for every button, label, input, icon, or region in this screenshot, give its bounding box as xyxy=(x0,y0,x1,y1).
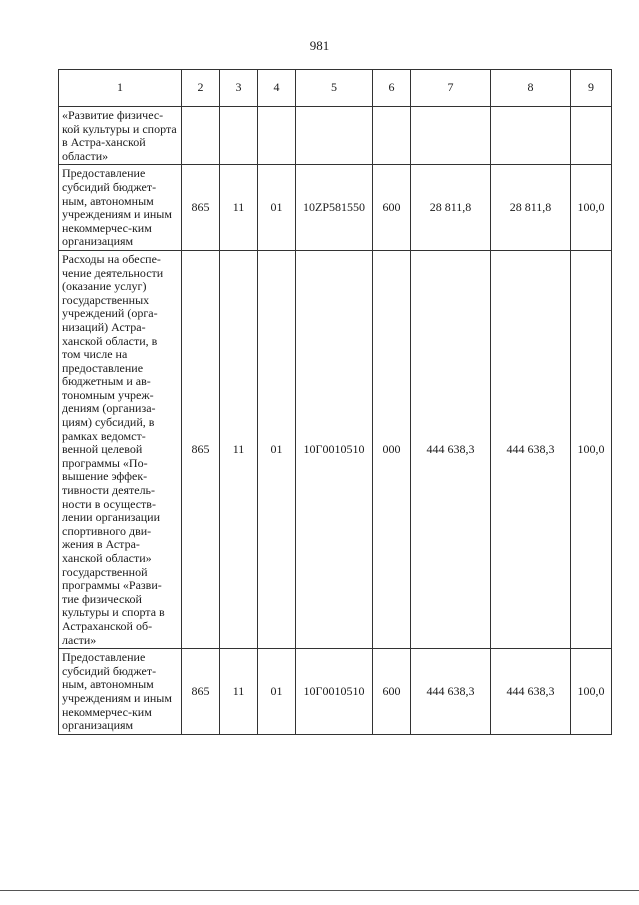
row-name-cell: «Развитие физичес-кой культуры и спорта в Астра-ханской области» xyxy=(59,107,182,165)
table-row xyxy=(59,165,612,251)
table-cell xyxy=(258,107,296,165)
header-row xyxy=(59,70,612,107)
table-cell: 100,0 xyxy=(571,165,612,251)
row-name-cell: Предоставление субсидий бюджет-ным, автономным учреждениям и иным некоммерчес-ким организациям xyxy=(59,649,182,735)
table-cell xyxy=(182,107,220,165)
bottom-rule xyxy=(0,890,639,891)
table-row xyxy=(59,107,612,165)
table-cell: 865 xyxy=(182,649,220,735)
table-cell: 600 xyxy=(373,165,411,251)
header-cell: 6 xyxy=(373,70,411,107)
table-cell: 11 xyxy=(220,250,258,648)
table-cell xyxy=(296,107,373,165)
table-cell: 444 638,3 xyxy=(411,649,491,735)
table-cell: 100,0 xyxy=(571,649,612,735)
table-cell: 01 xyxy=(258,250,296,648)
header-cell: 8 xyxy=(491,70,571,107)
table-cell: 000 xyxy=(373,250,411,648)
table-cell: 28 811,8 xyxy=(411,165,491,251)
table-cell: 10Г0010510 xyxy=(296,250,373,648)
table-cell: 11 xyxy=(220,165,258,251)
table-cell xyxy=(491,107,571,165)
table-row xyxy=(59,649,612,735)
header-cell: 9 xyxy=(571,70,612,107)
table-cell: 444 638,3 xyxy=(411,250,491,648)
table-cell xyxy=(373,107,411,165)
header-cell: 4 xyxy=(258,70,296,107)
header-cell: 1 xyxy=(59,70,182,107)
table-cell: 444 638,3 xyxy=(491,649,571,735)
row-name-cell: Расходы на обеспе-чение деятельности (оказание услуг) государственных учреждений (орга-низаций) Астра-ханской области, в том числе на предоставление бюджетным и ав-тономным учреж-дениям (организа-циям) субсидий, в рамках ведомст-венной целевой программы «По-вышение эффек-тивности деятель-ности в осуществ-лении организации спортивного дви-жения в Астра-ханской области» государственной программы «Разви-тие физической культуры и спорта в Астраханской об-ласти» xyxy=(59,250,182,648)
header-cell: 7 xyxy=(411,70,491,107)
table-cell: 865 xyxy=(182,165,220,251)
page-number: 981 xyxy=(309,38,330,53)
table-cell xyxy=(411,107,491,165)
table-cell: 01 xyxy=(258,165,296,251)
table-cell: 01 xyxy=(258,649,296,735)
table-cell xyxy=(220,107,258,165)
table-cell: 600 xyxy=(373,649,411,735)
table-cell: 865 xyxy=(182,250,220,648)
table-cell xyxy=(571,107,612,165)
header-cell: 2 xyxy=(182,70,220,107)
header-cell: 3 xyxy=(220,70,258,107)
table-cell: 10Г0010510 xyxy=(296,649,373,735)
budget-table xyxy=(58,69,612,735)
table-row xyxy=(59,250,612,648)
table-cell: 11 xyxy=(220,649,258,735)
table-cell: 100,0 xyxy=(571,250,612,648)
header-cell: 5 xyxy=(296,70,373,107)
table-cell: 28 811,8 xyxy=(491,165,571,251)
table-cell: 444 638,3 xyxy=(491,250,571,648)
table-cell: 10ZP581550 xyxy=(296,165,373,251)
row-name-cell: Предоставление субсидий бюджет-ным, автономным учреждениям и иным некоммерчес-ким организациям xyxy=(59,165,182,251)
